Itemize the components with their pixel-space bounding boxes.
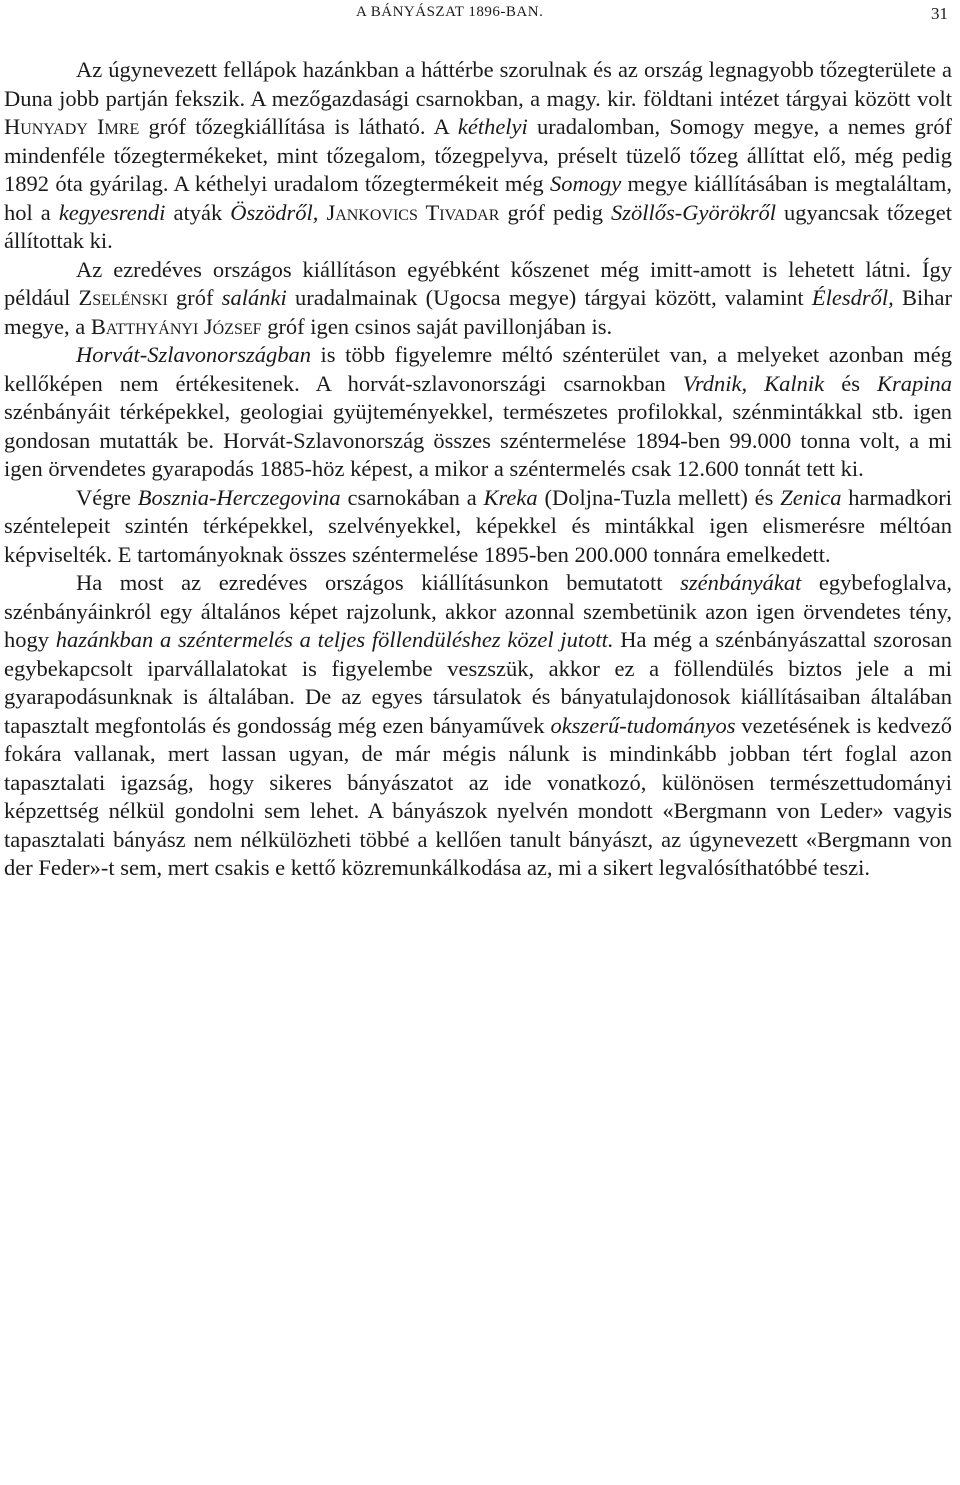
text-run: egybefoglalva, szénbányáinkról egy általános képet rajzolunk, akkor azonnal szembetünik azon igen örvendetes tény, hogy xyxy=(4,570,952,652)
italic-text: okszerű-tudományos xyxy=(550,712,736,738)
small-caps-name: Zselénski xyxy=(78,285,168,310)
text-run: gróf pedig xyxy=(499,199,611,225)
text-run: ugyancsak tőzeget állítottak ki. xyxy=(4,199,952,253)
paragraph xyxy=(4,484,952,570)
paragraph xyxy=(4,256,952,342)
italic-text: Vrdnik, Kalnik xyxy=(682,370,825,396)
text-run: gróf tőzegkiállítása is látható. A xyxy=(139,114,458,139)
italic-text: Zenica xyxy=(780,484,842,510)
italic-text: Élesdről, xyxy=(811,285,894,310)
text-run: (Doljna-Tuzla mellett) és xyxy=(537,484,781,510)
italic-text: Bosznia-Herczegovina xyxy=(137,484,341,510)
paragraph xyxy=(4,341,952,484)
text-run: harmadkori széntelepeit szintén térképekkel, szelvényekkel, képekkel és mintákkal igen elismerésre méltóan képviselték. E tartományoknak összes széntermelése 1895-ben 200.000 tonnára emelkedett. xyxy=(4,484,952,567)
italic-text: Szöllős-Györökről xyxy=(611,199,776,225)
text-run: uradalmainak (Ugocsa megye) tárgyai között, valamint xyxy=(286,285,812,310)
text-run: Ha még a szénbányászattal szorosan egybekapcsolt iparvállalatokat is figyelembe veszszük, akkor ez a föllendülés biztos jele a mi gyarapodásunknak is általában. De az egyes társulatok és bányatulajdonosok kiállításaiban általában tapasztalt megfontolás és gondosság még ezen bányaművek xyxy=(4,627,952,738)
text-run: uradalomban, Somogy megye, a nemes gróf mindenféle tőzegtermékeket, mint tőzegalom, tőzegpelyva, préselt tüzelő tőzeg állíttat elő, még pedig 1892 óta gyárilag. A kéthelyi uradalom tőzegtermékeit még xyxy=(4,114,952,196)
italic-text: Öszödről, xyxy=(230,199,319,225)
text-run: és xyxy=(824,370,877,396)
italic-text: Horvát-Szlavonországban xyxy=(76,342,311,367)
text-run: gróf xyxy=(167,285,222,310)
italic-text: szénbányákat xyxy=(680,570,802,595)
italic-text: kéthelyi xyxy=(457,114,528,139)
running-title: A BÁNYÁSZAT 1896-BAN. xyxy=(356,4,544,20)
small-caps-name: Jankovics Tivadar xyxy=(326,199,500,225)
italic-text: Somogy xyxy=(549,171,622,196)
italic-text: Kreka xyxy=(483,484,538,510)
text-run: Az ezredéves országos kiállításon egyébként kőszenet még imitt-amott is lehetett látni. Így például xyxy=(4,256,952,310)
page-number: 31 xyxy=(931,4,948,23)
paragraph xyxy=(4,56,952,256)
text-run: csarnokában a xyxy=(340,484,484,510)
paragraph xyxy=(4,569,952,883)
text-run: Az úgynevezett fellápok hazánkban a háttérbe szorulnak és az ország legnagyobb tőzegterülete a Duna jobb partján fekszik. A mezőgazdasági csarnokban, a magy. kir. földtani intézet tárgyai között volt xyxy=(4,57,952,111)
text-run: megye kiállításában is megtaláltam, hol a xyxy=(4,171,952,225)
italic-text: kegyesrendi xyxy=(58,199,166,225)
text-run: gróf igen csinos saját pavillonjában is. xyxy=(261,313,613,339)
text-run: Bihar megye, a xyxy=(4,285,952,339)
italic-text: salánki xyxy=(221,285,287,310)
text-run: atyák xyxy=(165,199,231,225)
italic-text: Krapina xyxy=(876,370,952,396)
small-caps-name: Batthyányi József xyxy=(90,313,262,339)
body-text xyxy=(4,56,952,883)
text-run: Ha most az ezredéves országos kiállításunkon bemutatott xyxy=(76,570,681,595)
italic-text: hazánkban a széntermelés a teljes föllendüléshez közel jutott. xyxy=(55,627,614,652)
small-caps-name: Hunyady Imre xyxy=(4,114,140,139)
running-header xyxy=(0,4,960,28)
text-run: vezetésének is kedvező fokára vallanak, mert lassan ugyan, de már mégis nálunk is mindinkább jobban tért foglal azon tapasztalati igazság, hogy sikeres bányászatot az ide vonatkozó, különösen természettudományi képzettség nélkül gondolni sem lehet. A bányászok nyelvén mondott «Bergmann von Leder» vagyis tapasztalati bányász nem nélkülözheti többé a kellően tanult bányászt, az úgynevezett «Bergmann von der Feder»-t sem, mert csakis e kettő közremunkálkodása az, mi a sikert legvalósíthatóbbé teszi. xyxy=(4,712,952,880)
text-run: Végre xyxy=(76,484,138,510)
text-run: is több figyelemre méltó szénterület van, a melyeket azonban még kellőképen nem értékesitenek. A horvát-szlavonországi csarnokban xyxy=(4,342,952,396)
text-run: szénbányáit térképekkel, geologiai gyüjteményekkel, természetes profilokkal, szénmintákkal stb. igen gondosan mutatták be. Horvát-Szlavonország összes széntermelése 1894-ben 99.000 tonna volt, a mi igen örvendetes gyarapodás 1885-höz képest, a mikor a széntermelés csak 12.600 tonnát tett ki. xyxy=(4,399,952,481)
